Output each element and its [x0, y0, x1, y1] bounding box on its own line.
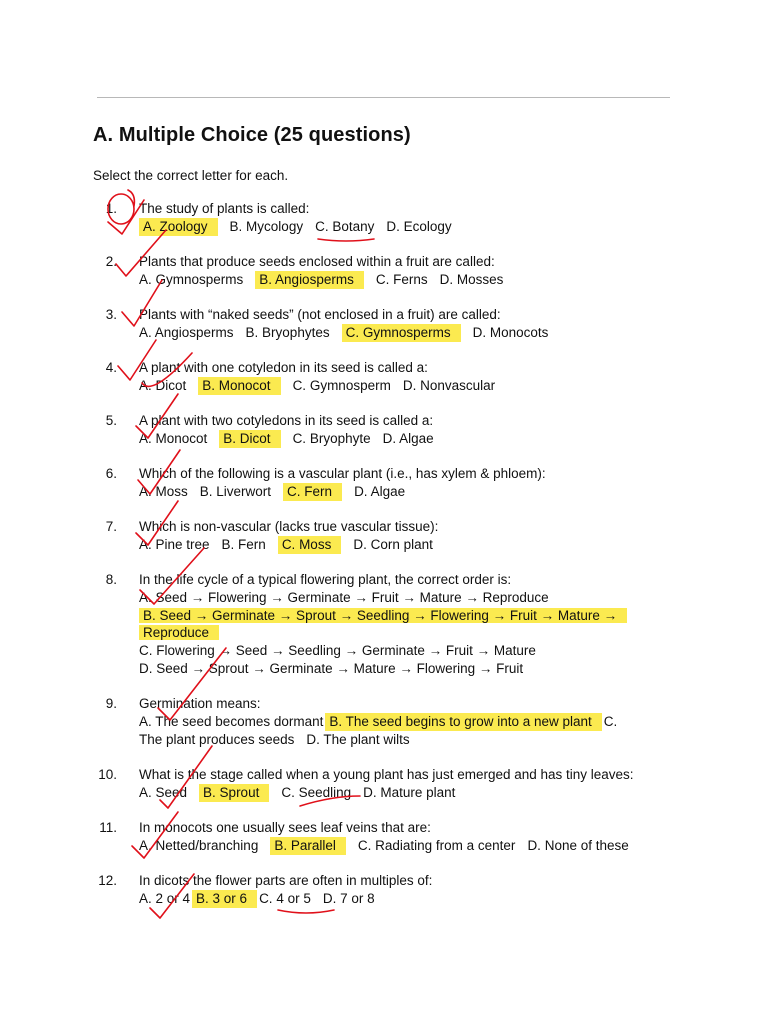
option-d: D. Ecology: [386, 219, 452, 234]
question-number: 12.: [98, 873, 117, 888]
option-a: A. Seed: [139, 785, 188, 800]
answer-options-cont: [139, 731, 422, 749]
question-text: Which is non-vascular (lacks true vascular tissue):: [139, 519, 439, 534]
question-number: 8.: [105, 572, 117, 587]
option-d: D. Nonvascular: [402, 378, 496, 393]
answer-options: [139, 324, 560, 342]
question-number: 3.: [105, 307, 117, 322]
option-b-line2: Reproduce: [139, 625, 219, 640]
underline-mark: [278, 910, 334, 913]
option-b-line1: B. Seed → Germinate → Sprout → Seedling → Flowering → Fruit → Mature →: [139, 608, 627, 623]
option-a: A. Pine tree: [139, 537, 210, 552]
option-d: D. Monocots: [472, 325, 549, 340]
question-number: 11.: [99, 820, 117, 835]
answer-options: [139, 784, 467, 802]
question-number: 2.: [105, 254, 117, 269]
circle-mark-tail: [128, 190, 134, 206]
option-a: A. The seed becomes dormant: [139, 714, 324, 729]
question-number: 6.: [105, 466, 117, 481]
option-c: C. Gymnosperm: [292, 378, 391, 393]
option-d: D. Algae: [354, 484, 406, 499]
option-d: D. 7 or 8: [322, 891, 375, 906]
underline-mark: [318, 239, 374, 241]
option-b: B. Parallel: [270, 837, 346, 855]
answer-options: [139, 837, 641, 855]
option-a: A. Netted/branching: [139, 838, 259, 853]
question-number: 4.: [105, 360, 117, 375]
answer-options: [139, 536, 445, 554]
question-text: Germination means:: [139, 696, 261, 711]
option-b: B. Dicot: [219, 430, 280, 448]
option-b: B. Bryophytes: [245, 325, 330, 340]
question-number: 5.: [105, 413, 117, 428]
option-c: C. Moss: [278, 536, 342, 554]
option-b: B. Sprout: [199, 784, 269, 802]
option-b: [139, 607, 627, 625]
option-d: D. Mosses: [439, 272, 504, 287]
answer-options: [139, 430, 446, 448]
question-text: A plant with two cotyledons in its seed is called a:: [139, 413, 434, 428]
option-d: D. Mature plant: [363, 785, 456, 800]
answer-options: [139, 271, 515, 289]
option-b: B. The seed begins to grow into a new plant: [325, 713, 601, 731]
option-a: A. Dicot: [139, 378, 187, 393]
option-b: B. Angiosperms: [255, 271, 364, 289]
question-text: In monocots one usually sees leaf veins that are:: [139, 820, 431, 835]
option-d: D. Corn plant: [353, 537, 433, 552]
option-d: D. Algae: [382, 431, 434, 446]
question-number: 10.: [98, 767, 117, 782]
option-d: D. Seed → Sprout → Germinate → Mature → Flowering → Fruit: [139, 661, 524, 676]
question-text: In the life cycle of a typical flowering plant, the correct order is:: [139, 572, 512, 587]
option-c-cont: The plant produces seeds: [139, 732, 295, 747]
option-c: C. Radiating from a center: [357, 838, 516, 853]
option-b: B. 3 or 6: [192, 890, 257, 908]
answer-options: [139, 218, 464, 236]
answer-options: [139, 890, 387, 908]
option-a: A. 2 or 4: [139, 891, 191, 906]
option-a: A. Angiosperms: [139, 325, 234, 340]
question-text: The study of plants is called:: [139, 201, 310, 216]
option-a: A. Seed → Flowering → Germinate → Fruit → Mature → Reproduce: [139, 590, 549, 605]
option-c: C. Ferns: [375, 272, 428, 287]
question-number: 9.: [105, 696, 117, 711]
option-b: B. Liverwort: [199, 484, 272, 499]
option-c: C. Flowering → Seed → Seedling → Germinate → Fruit → Mature: [139, 643, 536, 658]
instructions: Select the correct letter for each.: [93, 168, 289, 183]
option-c: C. 4 or 5: [259, 891, 311, 906]
question-number: 1.: [105, 201, 117, 216]
question-text: Which of the following is a vascular plant (i.e., has xylem & phloem):: [139, 466, 546, 481]
option-a: A. Gymnosperms: [139, 272, 244, 287]
question-text: Plants with “naked seeds” (not enclosed in a fruit) are called:: [139, 307, 501, 322]
question-text: In dicots the flower parts are often in multiples of:: [139, 873, 433, 888]
option-a: A. Monocot: [139, 431, 208, 446]
question-text: A plant with one cotyledon in its seed is called a:: [139, 360, 428, 375]
answer-options: [139, 483, 417, 501]
option-c: C.: [603, 714, 618, 729]
answer-options: [139, 377, 507, 395]
option-b: B. Fern: [221, 537, 266, 552]
question-number: 7.: [105, 519, 117, 534]
option-d: D. None of these: [527, 838, 629, 853]
option-a: A. Moss: [139, 484, 188, 499]
option-d: D. The plant wilts: [306, 732, 410, 747]
option-c: C. Seedling: [281, 785, 352, 800]
option-a: A. Zoology: [139, 218, 218, 236]
option-c: C. Gymnosperms: [342, 324, 461, 342]
option-c: C. Fern: [283, 483, 342, 501]
question-text: Plants that produce seeds enclosed within a fruit are called:: [139, 254, 495, 269]
section-title: A. Multiple Choice (25 questions): [93, 124, 411, 146]
question-text: What is the stage called when a young plant has just emerged and has tiny leaves:: [139, 767, 634, 782]
option-b-cont: [139, 624, 219, 642]
header-divider: [97, 97, 670, 98]
answer-options: [139, 713, 629, 731]
option-b: B. Monocot: [198, 377, 280, 395]
option-c: C. Bryophyte: [292, 431, 371, 446]
option-b: B. Mycology: [229, 219, 304, 234]
option-c: C. Botany: [315, 219, 375, 234]
